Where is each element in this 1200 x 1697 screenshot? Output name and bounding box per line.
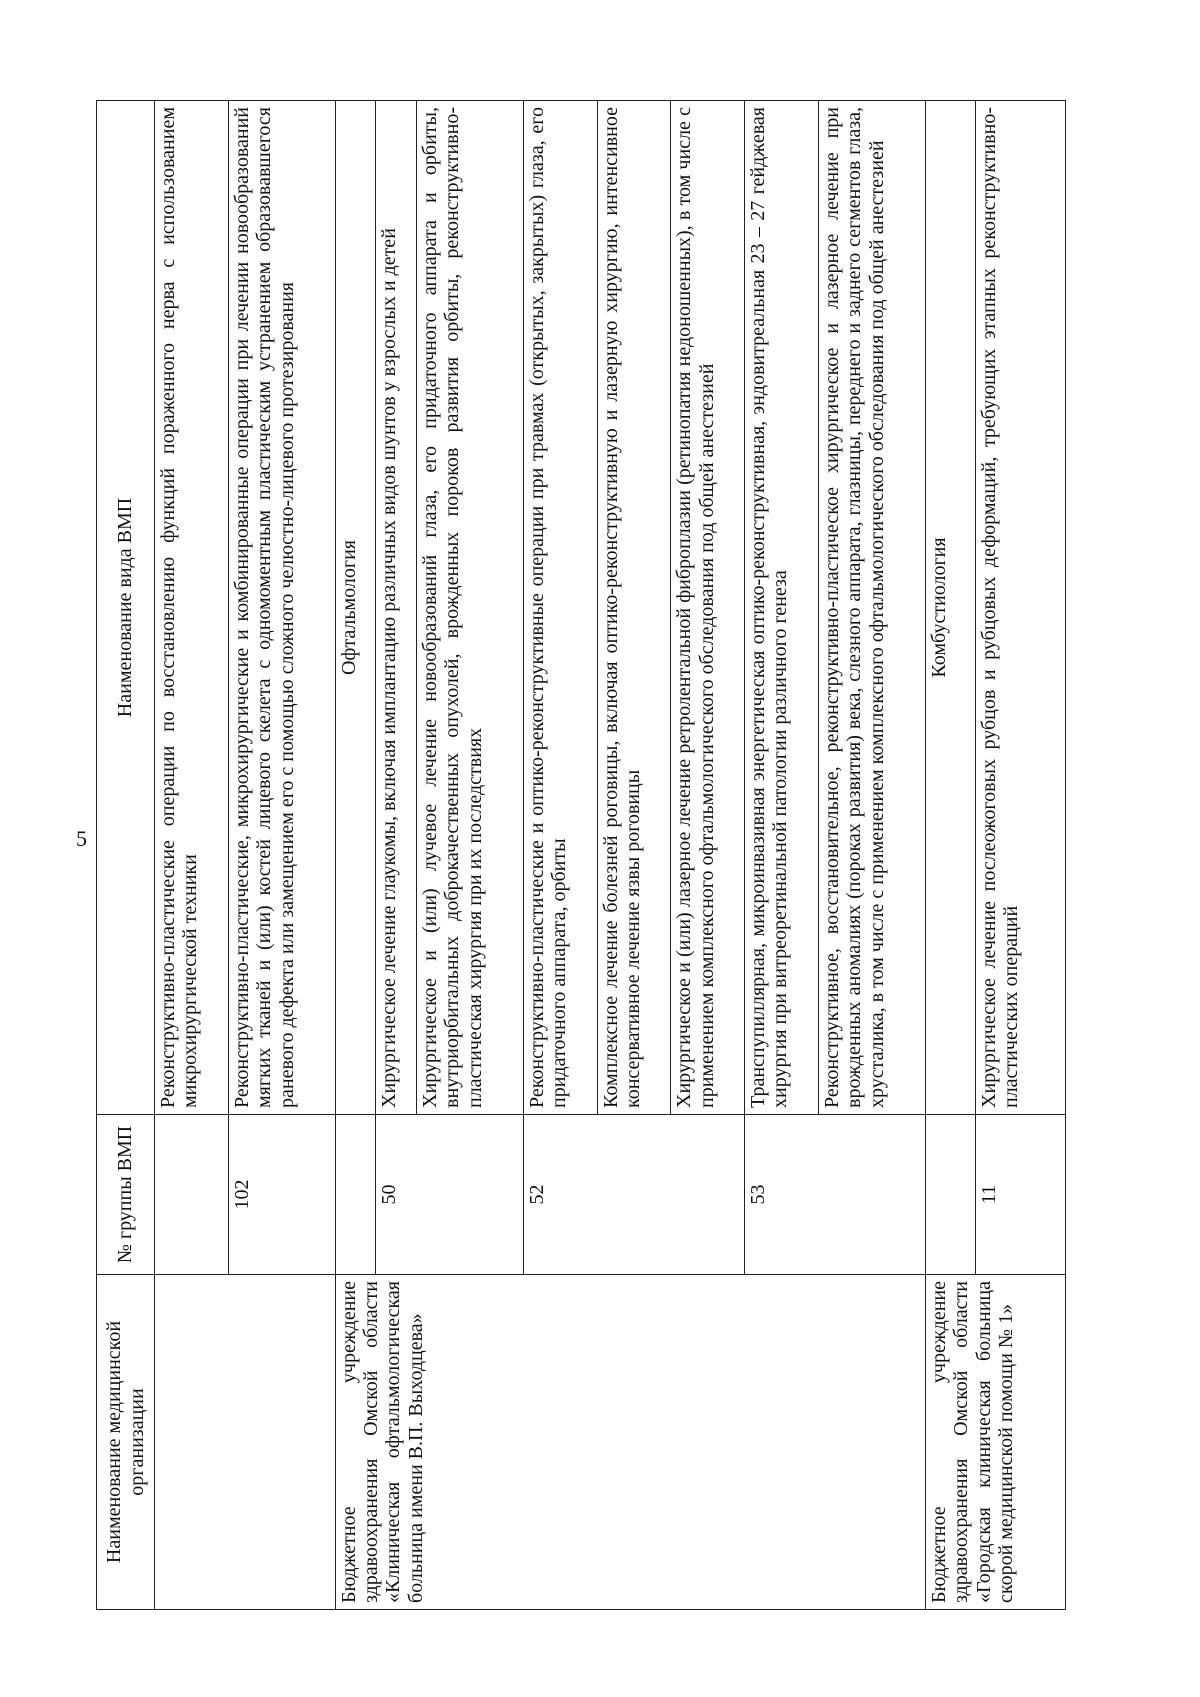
group-cell: 53 xyxy=(745,1115,926,1275)
group-cell: 50 xyxy=(376,1115,524,1275)
section-spacer xyxy=(335,1115,376,1275)
vmp-cell: Комплексное лечение болезней роговицы, включая оптико-реконструктивную и лазерную хирургию, интенсивное консервативное лечение язвы роговицы xyxy=(597,101,671,1115)
group-cell: 52 xyxy=(523,1115,744,1275)
vmp-cell: Хирургическое и (или) лучевое лечение новообразований глаза, его придаточного аппарата и орбиты, внутриорбитальных доброкачественных опухолей, врожденных пороков развития орбиты, реконструктивно-пластическая хирургия при их последствиях xyxy=(416,101,523,1115)
org-cell: Бюджетное учреждение здравоохранения Омской области «Городская клиническая больница скорой медицинской помощи № 1» xyxy=(925,1275,1065,1610)
vmp-cell: Реконструктивно-пластические и оптико-реконструктивные операции при травмах (открытых, закрытых) глаза, его придаточного аппарата, орбиты xyxy=(523,101,597,1115)
vmp-cell: Реконструктивно-пластические, микрохирургические и комбинированные операции при лечении новообразований мягких тканей и (или) костей лицевого скелета с одномоментным пластическим устранением образовавшегося раневого дефекта или замещением его с помощью сложного челюстно-лицевого протезирования xyxy=(228,101,335,1115)
vmp-cell: Хирургическое лечение глаукомы, включая имплантацию различных видов шунтов у взрослых и детей xyxy=(376,101,417,1115)
org-cell-empty xyxy=(155,1275,336,1610)
vmp-cell: Хирургическое лечение послеожоговых рубцов и рубцовых деформаций, требующих этапных реконструктивно-пластических операций xyxy=(975,101,1065,1115)
group-cell: 11 xyxy=(975,1115,1065,1275)
header-vmp: Наименование вида ВМП xyxy=(97,101,155,1115)
table-row xyxy=(155,101,229,1610)
section-title-ophthalmology: Офтальмология xyxy=(335,101,376,1115)
vmp-cell: Реконструктивно-пластические операции по восстановлению функций пораженного нерва с использованием микрохирургической техники xyxy=(155,101,229,1115)
vmp-cell: Реконструктивное, восстановительное, реконструктивно-пластическое хирургическое и лазерное лечение при врожденных аномалиях (пороках развития) века, слезного аппарата, глазницы, переднего и заднего сегментов глаза, хрусталика, в том числе с применением комплексного офтальмологического обследования под общей анестезией xyxy=(818,101,925,1115)
section-title-combustiology: Комбустиология xyxy=(925,101,975,1115)
org-cell: Бюджетное учреждение здравоохранения Омской области «Клиническая офтальмологическая больница имени В.П. Выходцева» xyxy=(335,1275,925,1610)
section-row xyxy=(925,101,975,1610)
rotated-table-container xyxy=(96,100,1066,1610)
header-group: № группы ВМП xyxy=(97,1115,155,1275)
section-row xyxy=(335,101,376,1610)
group-cell: 102 xyxy=(228,1115,335,1275)
vmp-cell: Хирургическое и (или) лазерное лечение ретролентальной фиброплазии (ретинопатия недоношенных), в том числе с применением комплексного офтальмологического обследования под общей анестезией xyxy=(671,101,745,1115)
page-number: 5 xyxy=(76,826,87,851)
header-org: Наименование медицинской организации xyxy=(97,1275,155,1610)
group-cell xyxy=(155,1115,229,1275)
vmp-cell: Транспупиллярная, микроинвазивная энергетическая оптико-реконструктивная, эндовитреальная 23 – 27 гейджевая хирургия при витреоретинальной патологии различного генеза xyxy=(745,101,819,1115)
vmp-table xyxy=(96,100,1066,1610)
table-header-row xyxy=(97,101,155,1610)
section-spacer xyxy=(925,1115,975,1275)
